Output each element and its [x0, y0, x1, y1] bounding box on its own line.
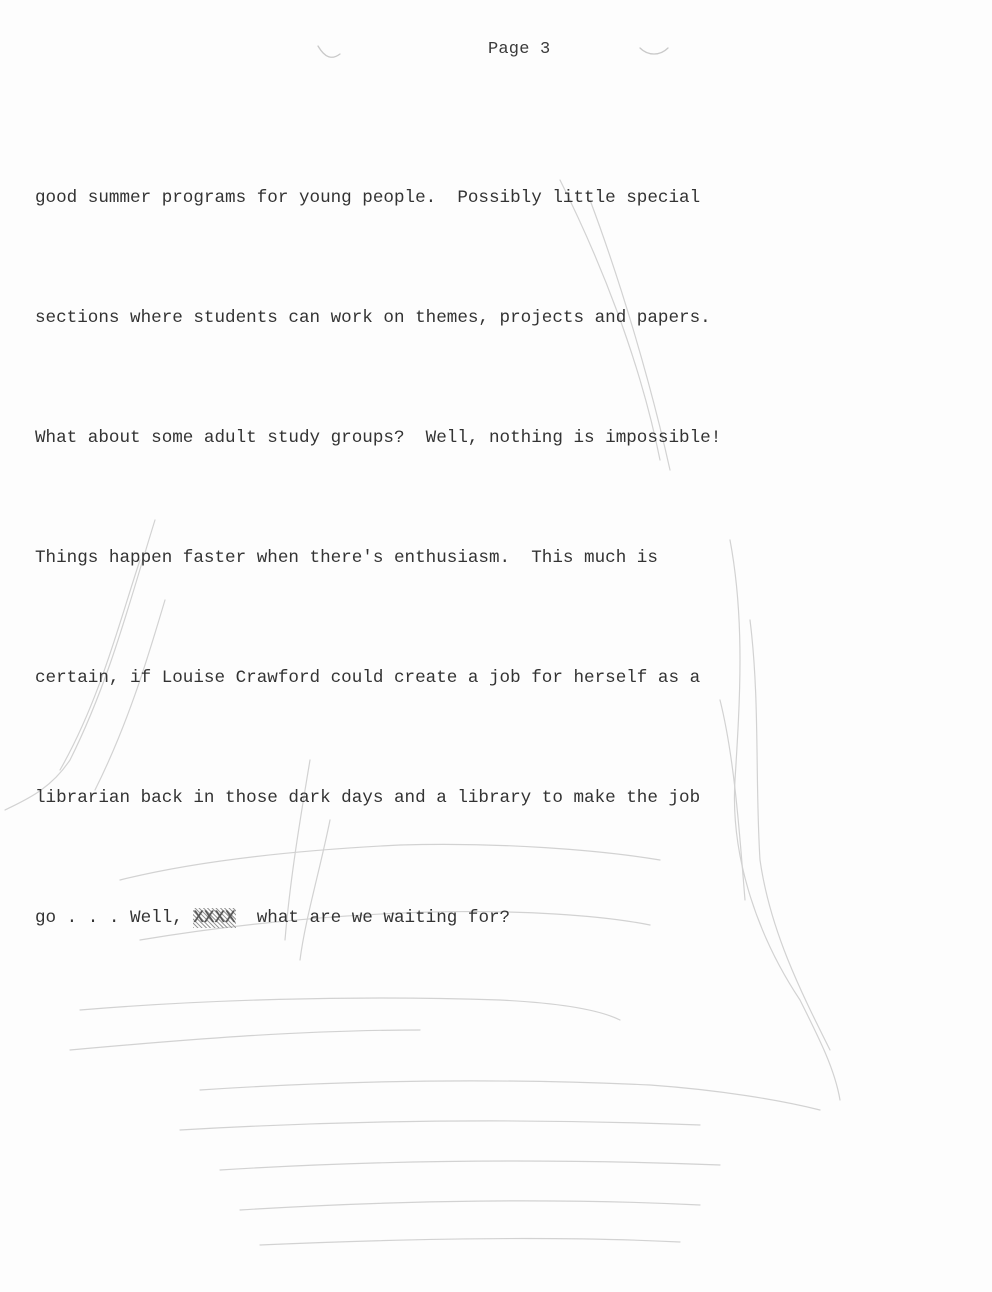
- text-line: good summer programs for young people. Possibly little special: [35, 188, 701, 208]
- typed-paragraph: [35, 98, 721, 1018]
- text-line: certain, if Louise Crawford could create a job for herself as a: [35, 668, 701, 688]
- text-line-final: [35, 898, 721, 938]
- final-line-start: go . . . Well,: [35, 908, 194, 928]
- page-number: Page 3: [488, 40, 551, 59]
- final-line-end: what are we waiting for?: [235, 908, 511, 928]
- text-line: sections where students can work on themes, projects and papers.: [35, 308, 711, 328]
- text-line: librarian back in those dark days and a library to make the job: [35, 788, 701, 808]
- text-line: What about some adult study groups? Well, nothing is impossible!: [35, 428, 722, 448]
- struck-out-word: XXXX: [193, 908, 236, 928]
- text-line: Things happen faster when there's enthusiasm. This much is: [35, 548, 658, 568]
